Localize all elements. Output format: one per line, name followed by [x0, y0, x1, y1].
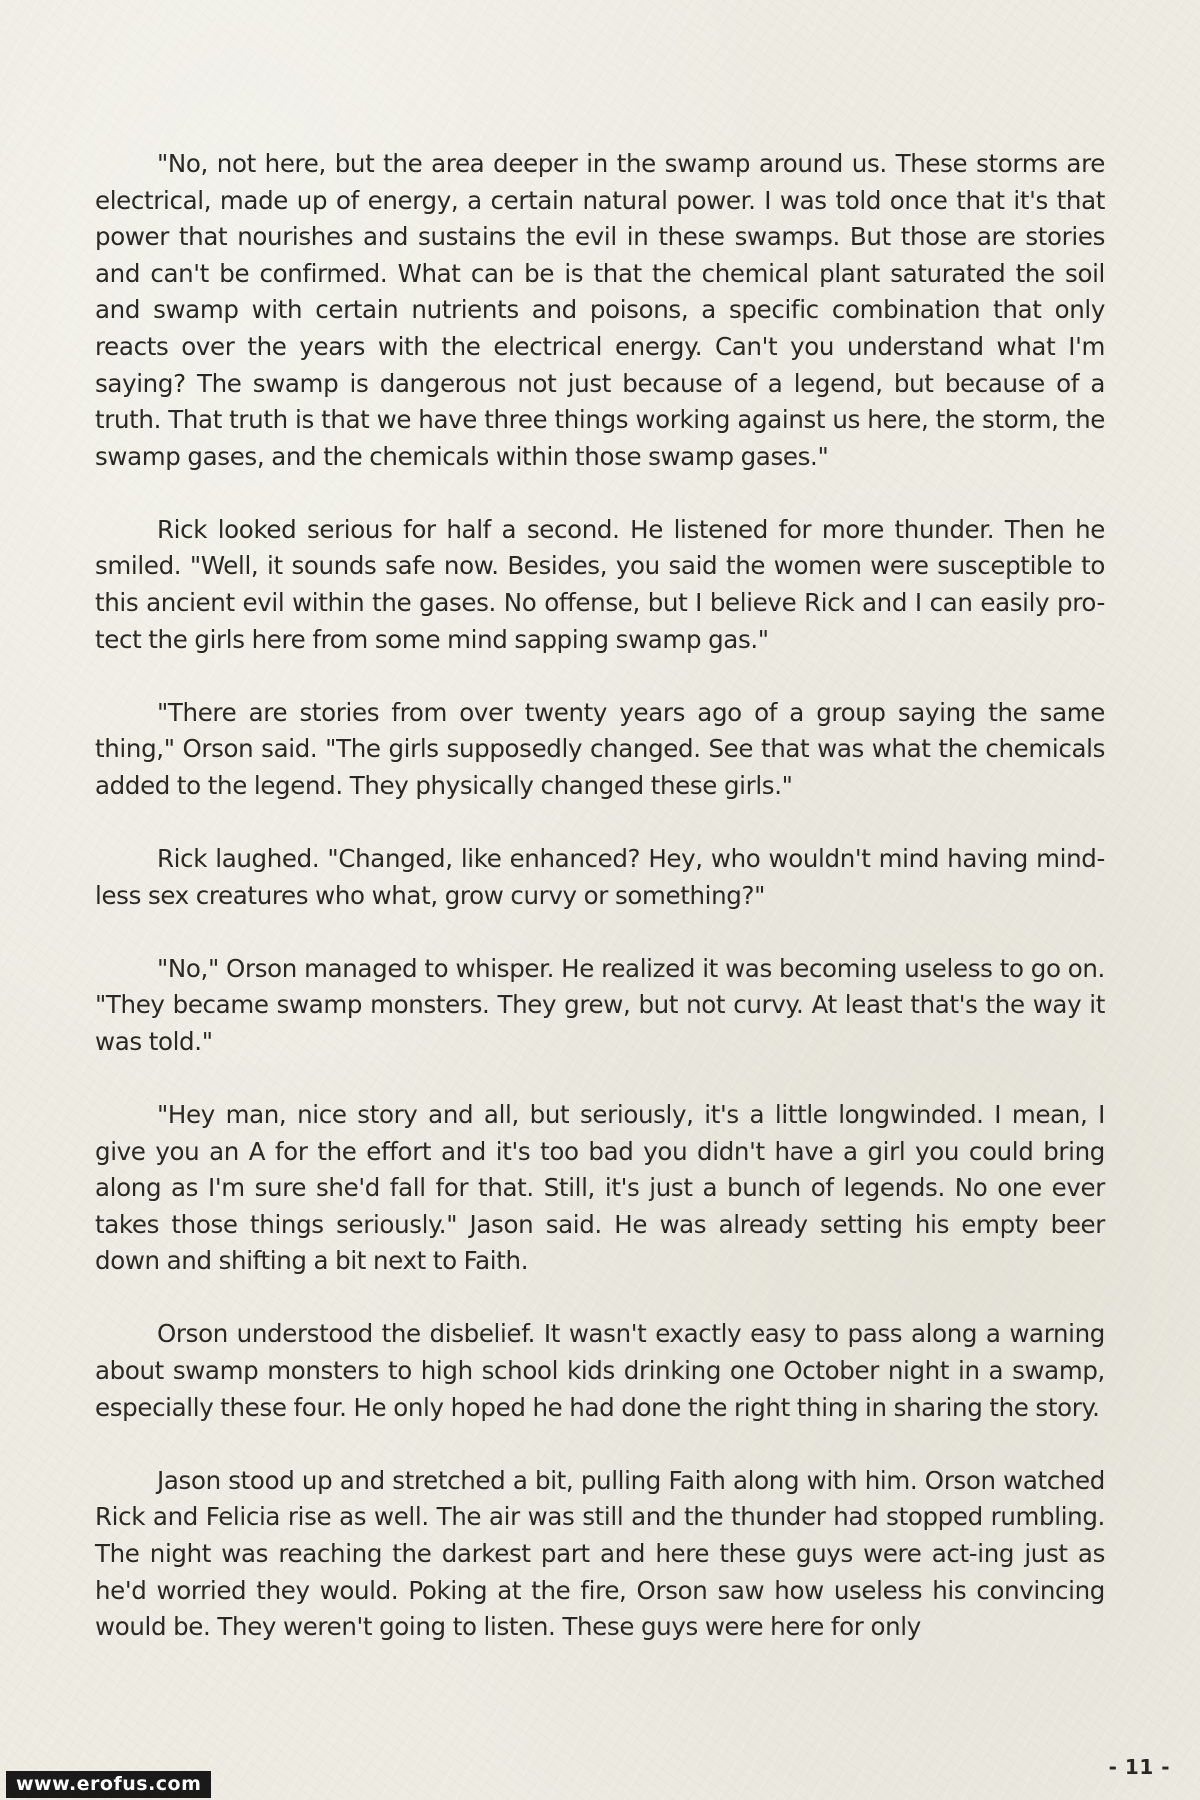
page-number: - 11 -: [1108, 1755, 1170, 1779]
site-watermark: www.erofus.com: [6, 1771, 211, 1798]
story-text: [95, 146, 1105, 1646]
paragraph-6: "Hey man, nice story and all, but seriously, it's a little longwinded. I mean, I give you an A for the effort and it's too bad you didn't have a girl you could bring along as I'm sure she'd fall for that. Still, it's just a bunch of legends. No one ever takes those things seriously." Jason said. He was already setting his empty beer down and shifting a bit next to Faith.: [95, 1099, 1105, 1276]
paragraph-1: "No, not here, but the area deeper in the swamp around us. These storms are electrical, made up of energy, a certain natural power. I was told once that it's that power that nourishes and sustains the evil in these swamps. But those are stories and can't be confirmed. What can be is that the chemical plant saturated the soil and swamp with certain nutrients and poisons, a specific combination that only reacts over the years with the electrical energy. Can't you understand what I'm saying? The swamp is dangerous not just because of a legend, but because of a truth. That truth is that we have three things working against us here, the storm, the swamp gases, and the chemicals within those swamp gases.": [95, 149, 1105, 471]
paragraph-5: "No," Orson managed to whisper. He realized it was becoming useless to go on. "They became swamp monsters. They grew, but not curvy. At least that's the way it was told.": [95, 953, 1105, 1056]
paragraph-3: "There are stories from over twenty years ago of a group saying the same thing," Orson said. "The girls supposedly changed. See that was what the chemicals added to the legend. They physically changed these girls.": [95, 697, 1105, 800]
paragraph-4: Rick laughed. "Changed, like enhanced? Hey, who wouldn't mind having mind-less sex creatures who what, grow curvy or something?": [95, 844, 1105, 910]
paragraph-8: Jason stood up and stretched a bit, pulling Faith along with him. Orson watched Rick and Felicia rise as well. The air was still and the thunder had stopped rumbling. The night was reaching the darkest part and here these guys were act-ing just as he'd worried they would. Poking at the fire, Orson saw how useless his convincing would be. They weren't going to listen. These guys were here for only: [95, 1465, 1105, 1642]
paragraph-2: Rick looked serious for half a second. He listened for more thunder. Then he smiled. "Well, it sounds safe now. Besides, you said the women were susceptible to this ancient evil within the gases. No offense, but I believe Rick and I can easily pro-tect the girls here from some mind sapping swamp gas.": [95, 514, 1105, 654]
paragraph-7: Orson understood the disbelief. It wasn't exactly easy to pass along a warning about swamp monsters to high school kids drinking one October night in a swamp, especially these four. He only hoped he had done the right thing in sharing the story.: [95, 1319, 1105, 1422]
